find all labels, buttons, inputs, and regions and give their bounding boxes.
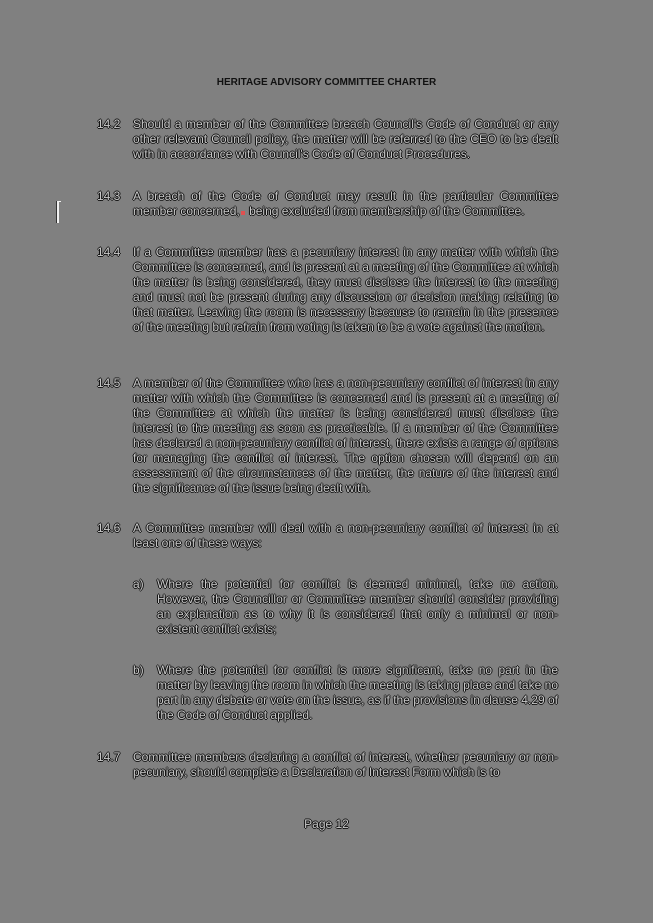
clause-14-4	[97, 245, 558, 335]
clause-14-3	[97, 189, 558, 219]
clause-text: If a Committee member has a pecuniary interest in any matter with which the Committee is concerned, and is present at a meeting of the Committee at which the matter is being considered, they must disclose the interest to the meeting and must not be present during any discussion or decision making relating to that matter. Leaving the room is necessary because to remain in the presence of the meeting but refrain from voting is taken to be a vote against the motion.	[133, 245, 558, 334]
clause-text: Committee members declaring a conflict of interest, whether pecuniary or non-pecuniary, should complete a Declaration of Interest Form which is to	[133, 750, 558, 779]
document-header: HERITAGE ADVISORY COMMITTEE CHARTER	[216, 77, 437, 88]
sub-item-label: b)	[133, 663, 144, 677]
clause-number: 14.4	[97, 245, 121, 259]
clause-number: 14.5	[97, 376, 121, 390]
sub-item-text: Where the potential for conflict is deemed minimal, take no action. However, the Councillor or Committee member should consider providing an explanation as to why it is considered that only a minimal or non-existent conflict exists;	[157, 577, 558, 636]
spelling-mark-icon	[241, 211, 245, 215]
clause-14-6-a	[133, 577, 558, 637]
sub-item-text: Where the potential for conflict is more significant, take no part in the matter by leaving the room in which the meeting is taking place and take no part in any debate or vote on the issue, as if the provisions in clause 4.29 of the Code of Conduct applied.	[157, 663, 558, 722]
clause-text: A Committee member will deal with a non-pecuniary conflict of interest in at least one of these ways:	[133, 521, 558, 550]
clause-text-part: A breach of the Code of Conduct may result in the particular Committee member concerned,	[133, 189, 558, 218]
sub-item-label: a)	[133, 577, 144, 591]
text-cursor-marker	[56, 201, 59, 223]
clause-14-5	[97, 376, 558, 496]
clause-14-6-b	[133, 663, 558, 723]
clause-number: 14.6	[97, 521, 121, 535]
clause-number: 14.7	[97, 750, 121, 764]
clause-number: 14.3	[97, 189, 121, 203]
page-number: Page 12	[304, 817, 349, 831]
clause-14-6	[97, 521, 558, 551]
clause-14-7	[97, 750, 558, 780]
clause-text	[133, 189, 558, 219]
clause-text: Should a member of the Committee breach Council's Code of Conduct or any other relevant Council policy, the matter will be referred to the CEO to be dealt with in accordance with Council's Code of Conduct Procedures.	[133, 117, 558, 161]
clause-14-2	[97, 117, 558, 162]
clause-text-part: being excluded from membership of the Committee.	[249, 204, 525, 218]
clause-text: A member of the Committee who has a non-pecuniary conflict of interest in any matter with which the Committee is concerned and is present at a meeting of the Committee at which the matter is being considered must disclose the interest to the meeting as soon as practicable. If a member of the Committee has declared a non-pecuniary conflict of interest, there exists a range of options for managing the conflict of interest. The option chosen will depend on an assessment of the circumstances of the matter, the nature of the interest and the significance of the issue being dealt with.	[133, 376, 558, 495]
clause-number: 14.2	[97, 117, 121, 131]
